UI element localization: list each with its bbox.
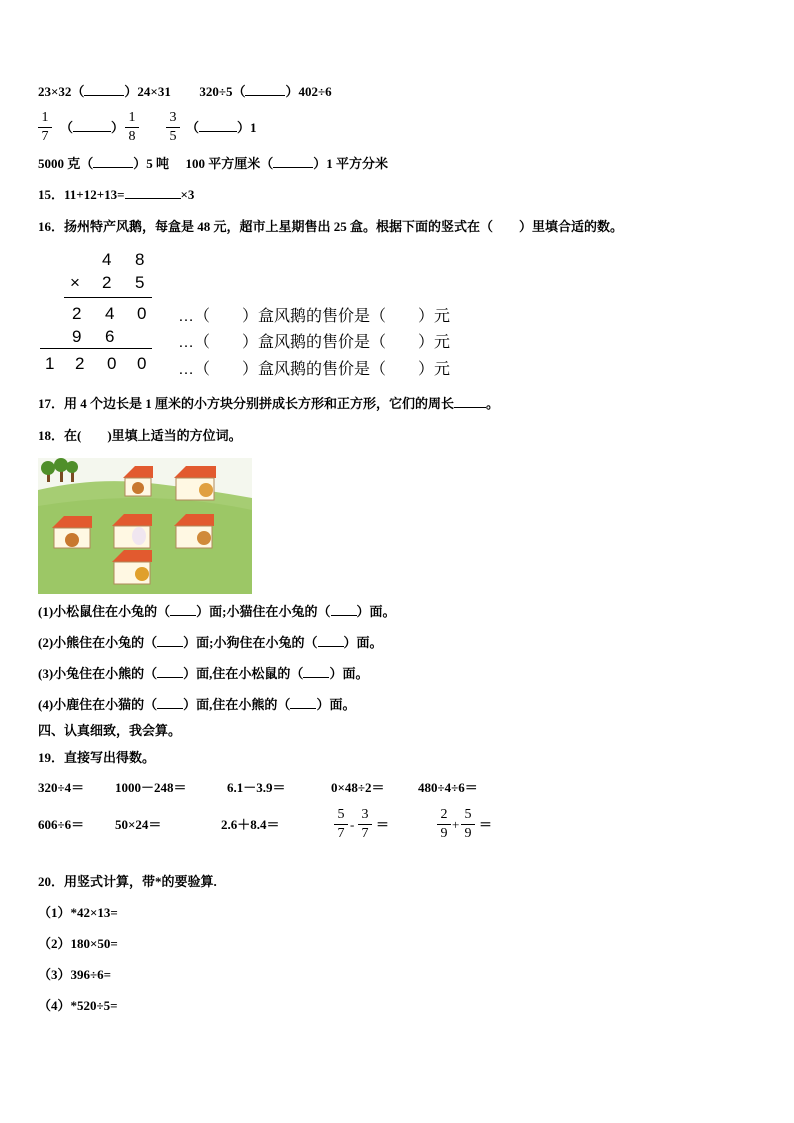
digit: 2	[75, 354, 85, 373]
question-17: 17．用 4 个边长是 1 厘米的小方块分别拼成长方形和正方形，它们的周长 。	[38, 396, 500, 411]
answer-blank[interactable]	[273, 156, 313, 168]
answer-blank[interactable]	[303, 666, 329, 678]
compare-row-3: 5000 克（ ）5 吨 100 平方厘米（ ）1 平方分米	[38, 156, 389, 171]
answer-blank[interactable]	[157, 697, 183, 709]
calc-note[interactable]: …（ ）盒风鹅的售价是（ ）元	[178, 334, 451, 351]
digit: 8	[135, 250, 145, 269]
answer-blank[interactable]	[157, 666, 183, 678]
fraction-1-8: 1 8	[125, 110, 139, 145]
digit: 2	[102, 273, 112, 292]
q20-item: （4）*520÷5=	[38, 998, 118, 1013]
q18-item-2: (2)小熊住在小兔的（ ）面;小狗住在小兔的（ ）面。	[38, 635, 383, 650]
digit: 5	[135, 273, 145, 292]
calc-line	[40, 348, 152, 349]
fraction-1-7: 1 7	[38, 110, 52, 145]
answer-blank[interactable]	[125, 187, 181, 199]
answer-blank[interactable]	[93, 156, 133, 168]
answer-blank[interactable]	[157, 635, 183, 647]
q20-item: （3）396÷6=	[38, 967, 112, 982]
question-18: 18．在( )里填上适当的方位词。	[38, 428, 242, 443]
digit: 9	[72, 327, 82, 346]
answer-blank[interactable]	[245, 84, 285, 96]
oral-calc: 6.1－3.9＝	[227, 780, 286, 795]
calc-line	[64, 297, 152, 298]
oral-calc: 320÷4＝	[38, 780, 85, 795]
answer-blank[interactable]	[290, 697, 316, 709]
digit: 0	[107, 354, 117, 373]
oral-calc: 50×24＝	[115, 817, 162, 832]
digit: 0	[137, 304, 147, 323]
times-sign: ×	[70, 273, 80, 292]
answer-blank[interactable]	[454, 396, 486, 408]
compare-row-1	[38, 84, 332, 100]
answer-blank[interactable]	[199, 120, 237, 132]
compare-blank-group: （ ）1	[186, 120, 257, 135]
digit: 0	[137, 354, 147, 373]
section-heading: 四、认真细致，我会算。	[38, 723, 182, 738]
q20-item: （1）*42×13=	[38, 905, 118, 920]
digit: 4	[105, 304, 115, 323]
answer-blank[interactable]	[73, 120, 111, 132]
question-16: 16．扬州特产风鹅，每盒是 48 元，超市上星期售出 25 盒。根据下面的竖式在（ ）里填合适的数。	[38, 219, 624, 234]
q18-item-3: (3)小兔住在小熊的（ ）面,住在小松鼠的（ ）面。	[38, 666, 369, 681]
oral-calc: 0×48÷2＝	[331, 780, 385, 795]
answer-blank[interactable]	[84, 84, 124, 96]
answer-blank[interactable]	[331, 604, 357, 616]
animal-houses-picture	[38, 458, 252, 594]
question-20: 20．用竖式计算，带*的要验算.	[38, 874, 217, 889]
calc-note[interactable]: …（ ）盒风鹅的售价是（ ）元	[178, 308, 451, 325]
digit: 2	[72, 304, 82, 323]
compare-expr: ）24×31	[124, 84, 171, 99]
question-19: 19．直接写出得数。	[38, 750, 156, 765]
compare-expr: ）402÷6	[285, 84, 332, 99]
q20-item: （2）180×50=	[38, 936, 118, 951]
calc-note[interactable]: …（ ）盒风鹅的售价是（ ）元	[178, 361, 451, 378]
fraction-3-5: 3 5	[166, 110, 180, 145]
digit: 6	[105, 327, 115, 346]
compare-expr: 320÷5（	[199, 84, 246, 99]
oral-calc: 2.6＋8.4＝	[221, 817, 280, 832]
oral-calc: 480÷4÷6＝	[418, 780, 478, 795]
compare-expr: 23×32（	[38, 84, 85, 99]
oral-calc: 1000－248＝	[115, 780, 187, 795]
answer-blank[interactable]	[318, 635, 344, 647]
digit: 4	[102, 250, 112, 269]
digit: 1	[45, 354, 55, 373]
answer-blank[interactable]	[170, 604, 196, 616]
q18-item-1: (1)小松鼠住在小兔的（ ）面;小猫住在小兔的（ ）面。	[38, 604, 396, 619]
oral-calc: 606÷6＝	[38, 817, 85, 832]
question-15: 15．11+12+13= ×3	[38, 187, 195, 202]
compare-blank-group: （ ）	[60, 120, 125, 135]
q18-item-4: (4)小鹿住在小猫的（ ）面,住在小熊的（ ）面。	[38, 697, 356, 712]
